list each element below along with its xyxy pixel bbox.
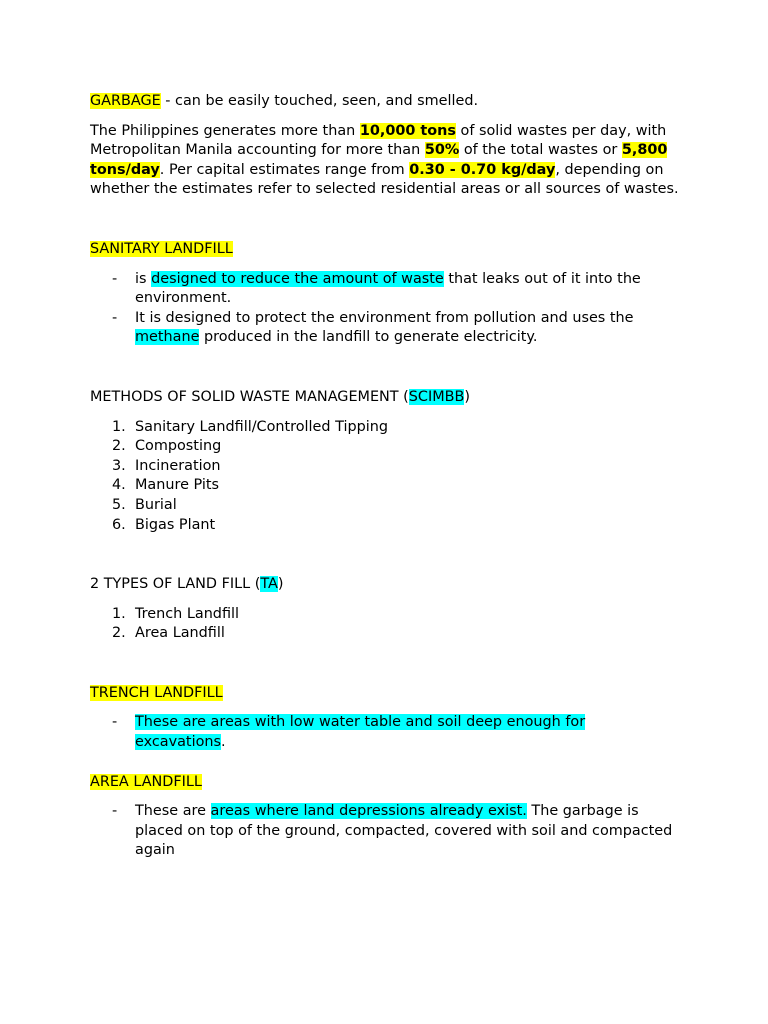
list-dash: - bbox=[112, 309, 118, 326]
list-item-label: Bigas Plant bbox=[135, 516, 216, 533]
list-dash: - bbox=[112, 803, 118, 820]
list-item-label: Sanitary Landfill/Controlled Tipping bbox=[135, 418, 388, 435]
methods-heading-post: ) bbox=[464, 388, 471, 405]
trench-heading bbox=[90, 684, 680, 704]
intro-bold-4: 0.30 - 0.70 kg/day bbox=[409, 161, 556, 178]
intro-bold-1: 10,000 tons bbox=[359, 122, 456, 139]
sanitary-list bbox=[90, 270, 680, 348]
list-number: 2. bbox=[112, 625, 126, 642]
methods-list bbox=[90, 418, 680, 536]
list-item-label: Area Landfill bbox=[135, 625, 225, 642]
sanitary-heading-text: SANITARY LANDFILL bbox=[90, 240, 233, 257]
types-heading-highlight: TA bbox=[260, 576, 278, 593]
types-heading-post: ) bbox=[277, 576, 284, 593]
methods-heading-pre: METHODS OF SOLID WASTE MANAGEMENT ( bbox=[90, 388, 409, 405]
list-item bbox=[90, 437, 680, 457]
sanitary-heading bbox=[90, 240, 680, 260]
area-heading-text: AREA LANDFILL bbox=[90, 773, 202, 790]
list-item bbox=[90, 605, 680, 625]
intro-text-2: of solid wastes per day, with Metropolitan Manila accounting for more than bbox=[90, 122, 667, 159]
list-number: 3. bbox=[112, 457, 126, 474]
list-item bbox=[90, 802, 680, 861]
sanitary-item1-pre: is bbox=[135, 270, 152, 287]
area-item-post: The garbage is placed on top of the ground, compacted, covered with soil and compacted again bbox=[135, 803, 673, 859]
list-item bbox=[90, 270, 680, 309]
list-item bbox=[90, 516, 680, 536]
types-heading-pre: 2 TYPES OF LAND FILL ( bbox=[90, 576, 261, 593]
document-body bbox=[90, 92, 680, 861]
list-item bbox=[90, 713, 680, 752]
intro-text-5: , depending on whether the estimates refer to selected residential areas or all sources of wastes. bbox=[90, 161, 679, 198]
list-item-label: Manure Pits bbox=[135, 477, 220, 494]
sanitary-item2-post: produced in the landfill to generate electricity. bbox=[199, 329, 538, 346]
sanitary-item2-highlight: methane bbox=[135, 329, 200, 346]
intro-bold-3: 5,800 tons/day bbox=[90, 142, 668, 178]
list-number: 6. bbox=[112, 516, 126, 533]
list-item bbox=[90, 418, 680, 438]
area-item-pre: These are bbox=[135, 803, 211, 820]
sanitary-item1-post: that leaks out of it into the environment. bbox=[135, 270, 641, 307]
garbage-definition-text: - can be easily touched, seen, and smelled. bbox=[160, 93, 479, 109]
list-item bbox=[90, 496, 680, 516]
intro-text-3: of the total wastes or bbox=[459, 142, 622, 159]
area-heading bbox=[90, 773, 680, 793]
types-list bbox=[90, 605, 680, 644]
methods-heading bbox=[90, 388, 680, 408]
list-item-label: Burial bbox=[135, 496, 177, 513]
list-item-label: Incineration bbox=[135, 457, 221, 474]
list-item bbox=[90, 457, 680, 477]
sanitary-item2-pre: It is designed to protect the environment from pollution and uses the bbox=[135, 309, 634, 326]
list-item-label: Composting bbox=[135, 438, 222, 455]
types-heading bbox=[90, 575, 680, 595]
list-item bbox=[90, 476, 680, 496]
intro-bold-2: 50% bbox=[424, 142, 460, 159]
garbage-definition bbox=[90, 92, 680, 112]
methods-heading-highlight: SCIMBB bbox=[408, 388, 465, 405]
list-number: 1. bbox=[112, 418, 126, 435]
list-number: 4. bbox=[112, 477, 126, 494]
list-number: 2. bbox=[112, 438, 126, 455]
list-number: 1. bbox=[112, 605, 126, 622]
intro-text-1: The Philippines generates more than bbox=[90, 122, 360, 139]
list-item-label: Trench Landfill bbox=[135, 605, 240, 622]
area-item-highlight: areas where land depressions already exist. bbox=[210, 803, 527, 820]
intro-text-4: . Per capital estimates range from bbox=[159, 161, 410, 178]
garbage-term: GARBAGE bbox=[90, 93, 161, 109]
sanitary-item1-highlight: designed to reduce the amount of waste bbox=[151, 270, 444, 287]
list-dash: - bbox=[112, 270, 118, 287]
trench-item-post: . bbox=[221, 734, 226, 751]
area-list bbox=[90, 802, 680, 861]
list-number: 5. bbox=[112, 496, 126, 513]
trench-list bbox=[90, 713, 680, 752]
list-item bbox=[90, 309, 680, 348]
list-dash: - bbox=[112, 714, 118, 731]
intro-paragraph bbox=[90, 122, 680, 200]
trench-item-highlight: These are areas with low water table and soil deep enough for excavations bbox=[135, 714, 586, 751]
list-item bbox=[90, 624, 680, 644]
trench-heading-text: TRENCH LANDFILL bbox=[90, 684, 223, 701]
